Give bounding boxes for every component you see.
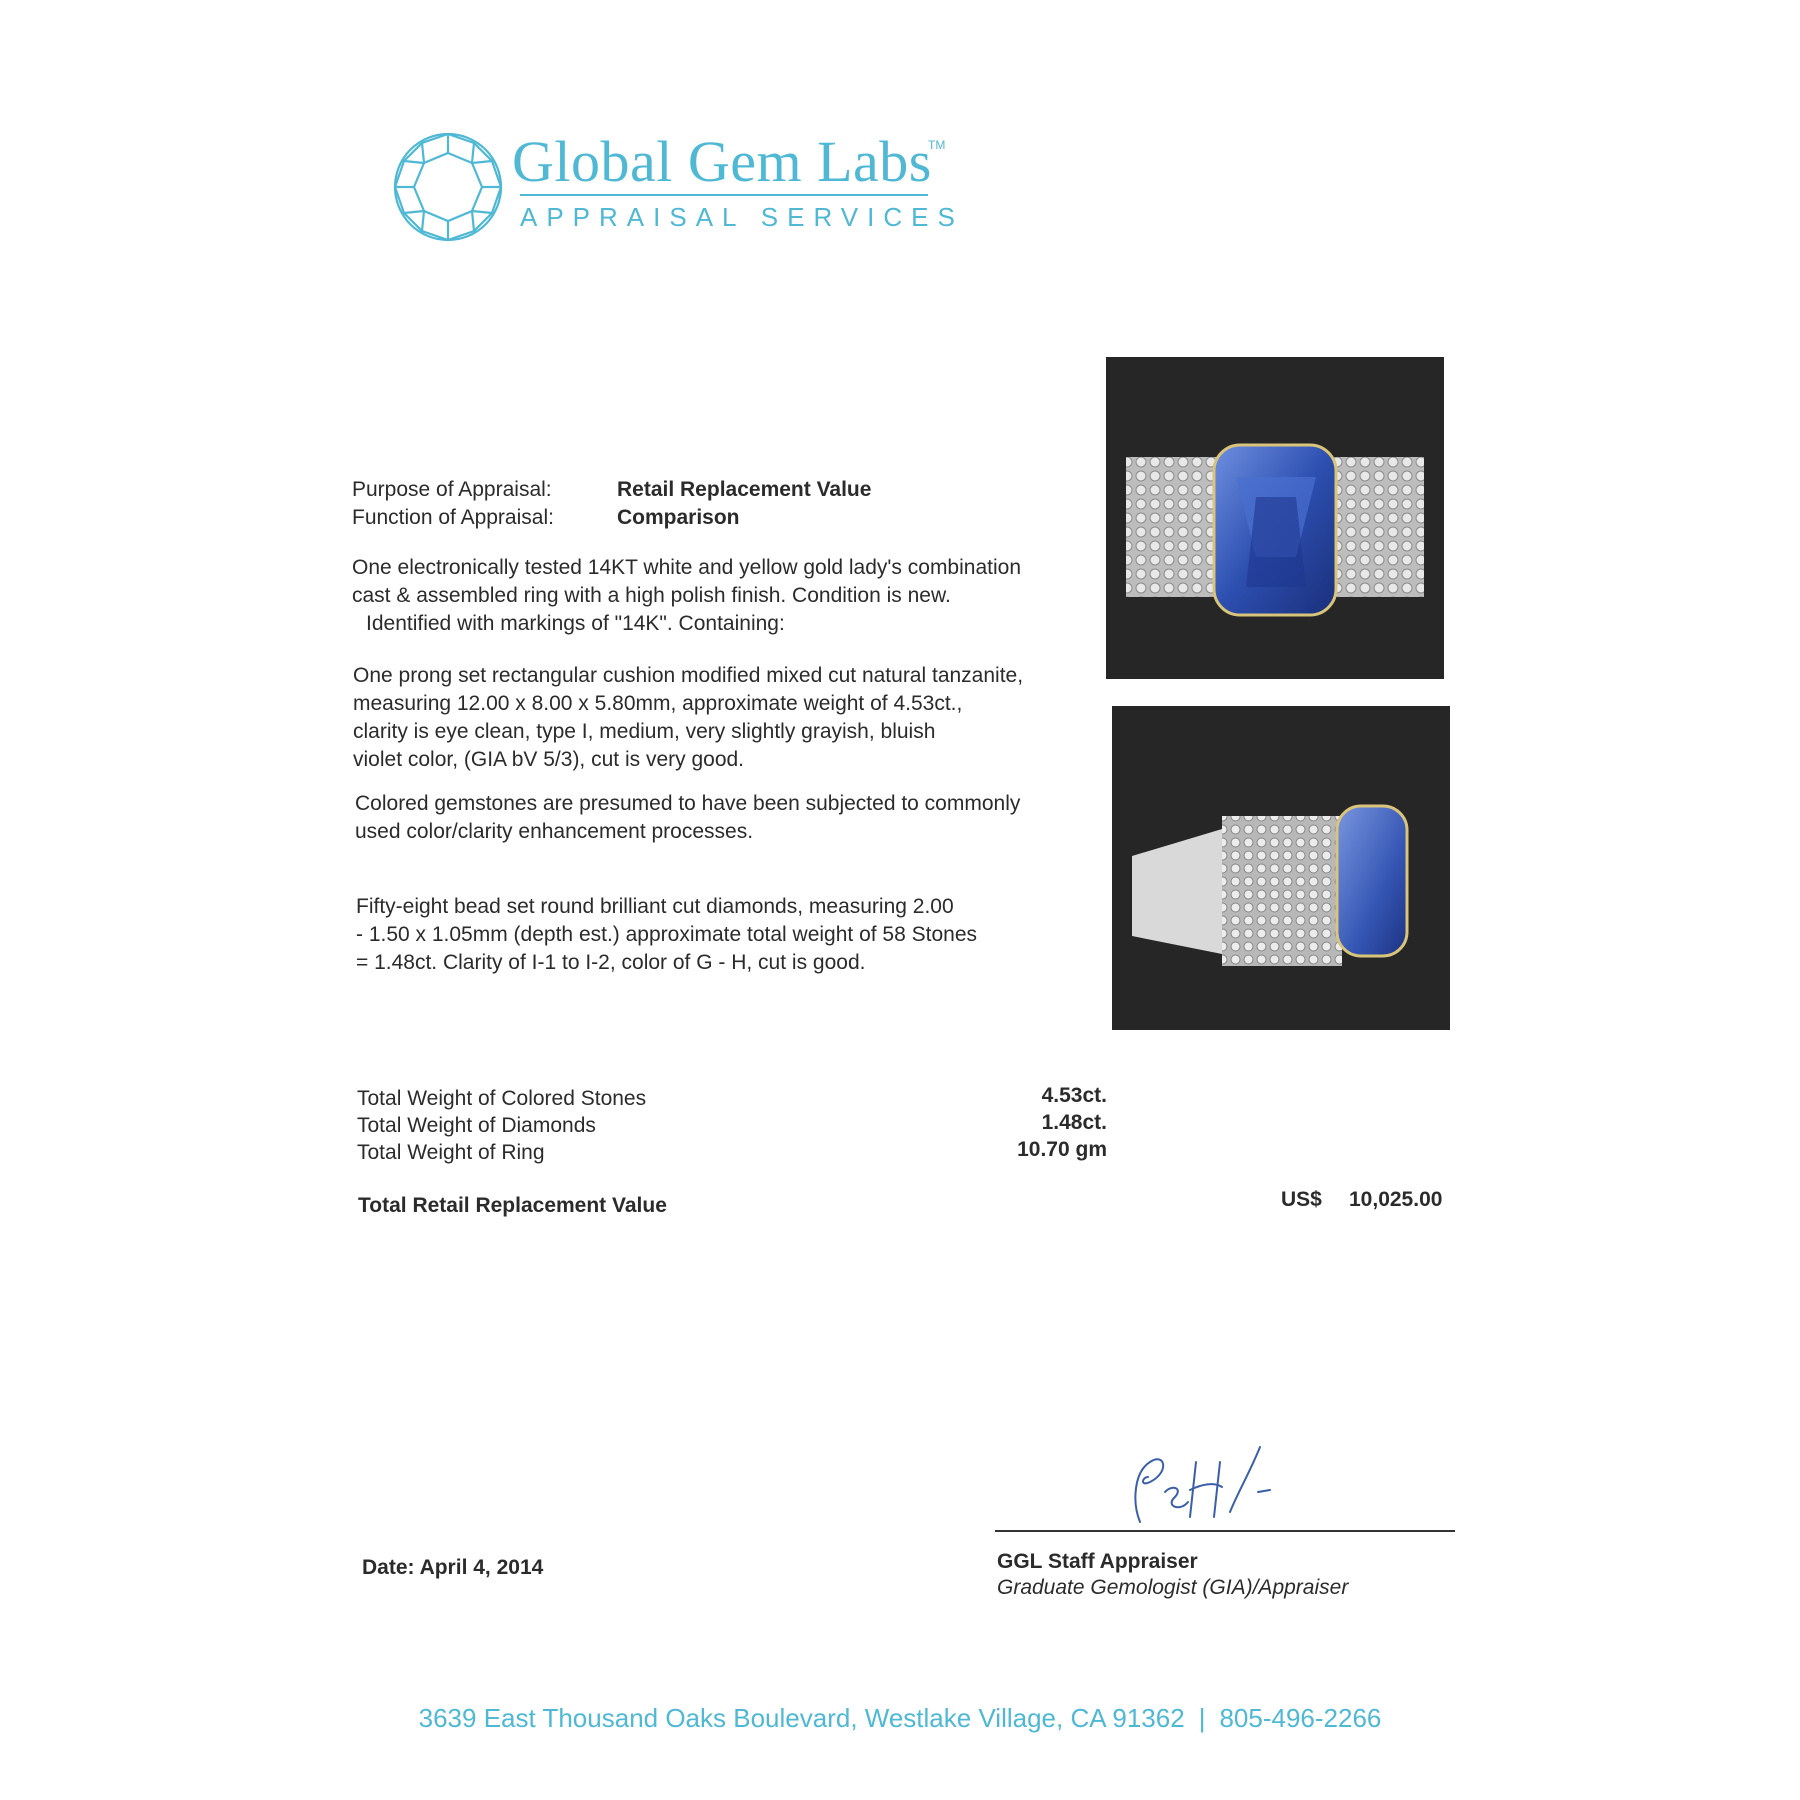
signature-mark: [1110, 1432, 1290, 1527]
diamond-line: - 1.50 x 1.05mm (depth est.) approximate total weight of 58 Stones: [356, 923, 977, 946]
function-row: [352, 504, 871, 532]
ring-description: [352, 554, 1021, 638]
footer-phone: 805-496-2266: [1219, 1703, 1382, 1733]
note-line: Colored gemstones are presumed to have been subjected to commonly: [355, 792, 1021, 815]
purpose-value: Retail Replacement Value: [617, 478, 872, 501]
footer-separator: |: [1198, 1703, 1206, 1733]
description-line: cast & assembled ring with a high polish finish. Condition is new.: [352, 584, 951, 607]
description-line: One electronically tested 14KT white and yellow gold lady's combination: [352, 556, 1021, 579]
total-retail-amount: 10,025.00: [1349, 1188, 1443, 1211]
appraisal-date: Date: April 4, 2014: [362, 1556, 544, 1579]
diamond-facet-icon: [392, 131, 504, 243]
total-colored-label: Total Weight of Colored Stones: [357, 1087, 647, 1110]
total-ring-label: Total Weight of Ring: [357, 1141, 545, 1164]
appraiser-title: Graduate Gemologist (GIA)/Appraiser: [997, 1576, 1349, 1599]
function-label: Function of Appraisal:: [352, 506, 554, 529]
footer-contact: [0, 1703, 1800, 1734]
tanzanite-line: clarity is eye clean, type I, medium, very slightly grayish, bluish: [353, 720, 936, 743]
totals-values: [980, 1082, 1107, 1163]
total-diamonds-label: Total Weight of Diamonds: [357, 1114, 596, 1137]
purpose-block: [352, 476, 871, 532]
trademark-mark: TM: [928, 138, 946, 152]
tanzanite-line: One prong set rectangular cushion modified mixed cut natural tanzanite,: [353, 664, 1024, 687]
total-retail-label: Total Retail Replacement Value: [358, 1194, 667, 1217]
diamond-line: = 1.48ct. Clarity of I-1 to I-2, color of G - H, cut is good.: [356, 951, 866, 974]
total-retail-currency: US$: [1281, 1188, 1322, 1211]
signature-line: [995, 1530, 1455, 1532]
ring-front-photo: [1106, 357, 1444, 679]
appraiser-name: GGL Staff Appraiser: [997, 1550, 1198, 1573]
diamond-line: Fifty-eight bead set round brilliant cut diamonds, measuring 2.00: [356, 895, 954, 918]
total-diamonds-value: 1.48ct.: [1041, 1111, 1107, 1134]
brand-subtitle: APPRAISAL SERVICES: [520, 202, 964, 232]
tanzanite-line: measuring 12.00 x 8.00 x 5.80mm, approximate weight of 4.53ct.,: [353, 692, 963, 715]
description-line: Identified with markings of "14K". Containing:: [366, 612, 785, 635]
total-ring-value: 10.70 gm: [1017, 1138, 1107, 1161]
total-colored-value: 4.53ct.: [1041, 1084, 1107, 1107]
diamond-description: [356, 893, 977, 977]
totals-labels: [357, 1085, 646, 1166]
brand-divider: [520, 194, 928, 196]
tanzanite-description: [353, 662, 1023, 774]
colored-stones-note: [355, 790, 1020, 846]
brand-name: Global Gem Labs: [512, 129, 932, 194]
ring-side-photo: [1112, 706, 1450, 1030]
footer-address: 3639 East Thousand Oaks Boulevard, Westlake Village, CA 91362: [418, 1703, 1185, 1733]
purpose-row: [352, 476, 871, 504]
purpose-label: Purpose of Appraisal:: [352, 478, 552, 501]
function-value: Comparison: [617, 506, 740, 529]
note-line: used color/clarity enhancement processes.: [355, 820, 754, 843]
tanzanite-line: violet color, (GIA bV 5/3), cut is very good.: [353, 748, 745, 771]
